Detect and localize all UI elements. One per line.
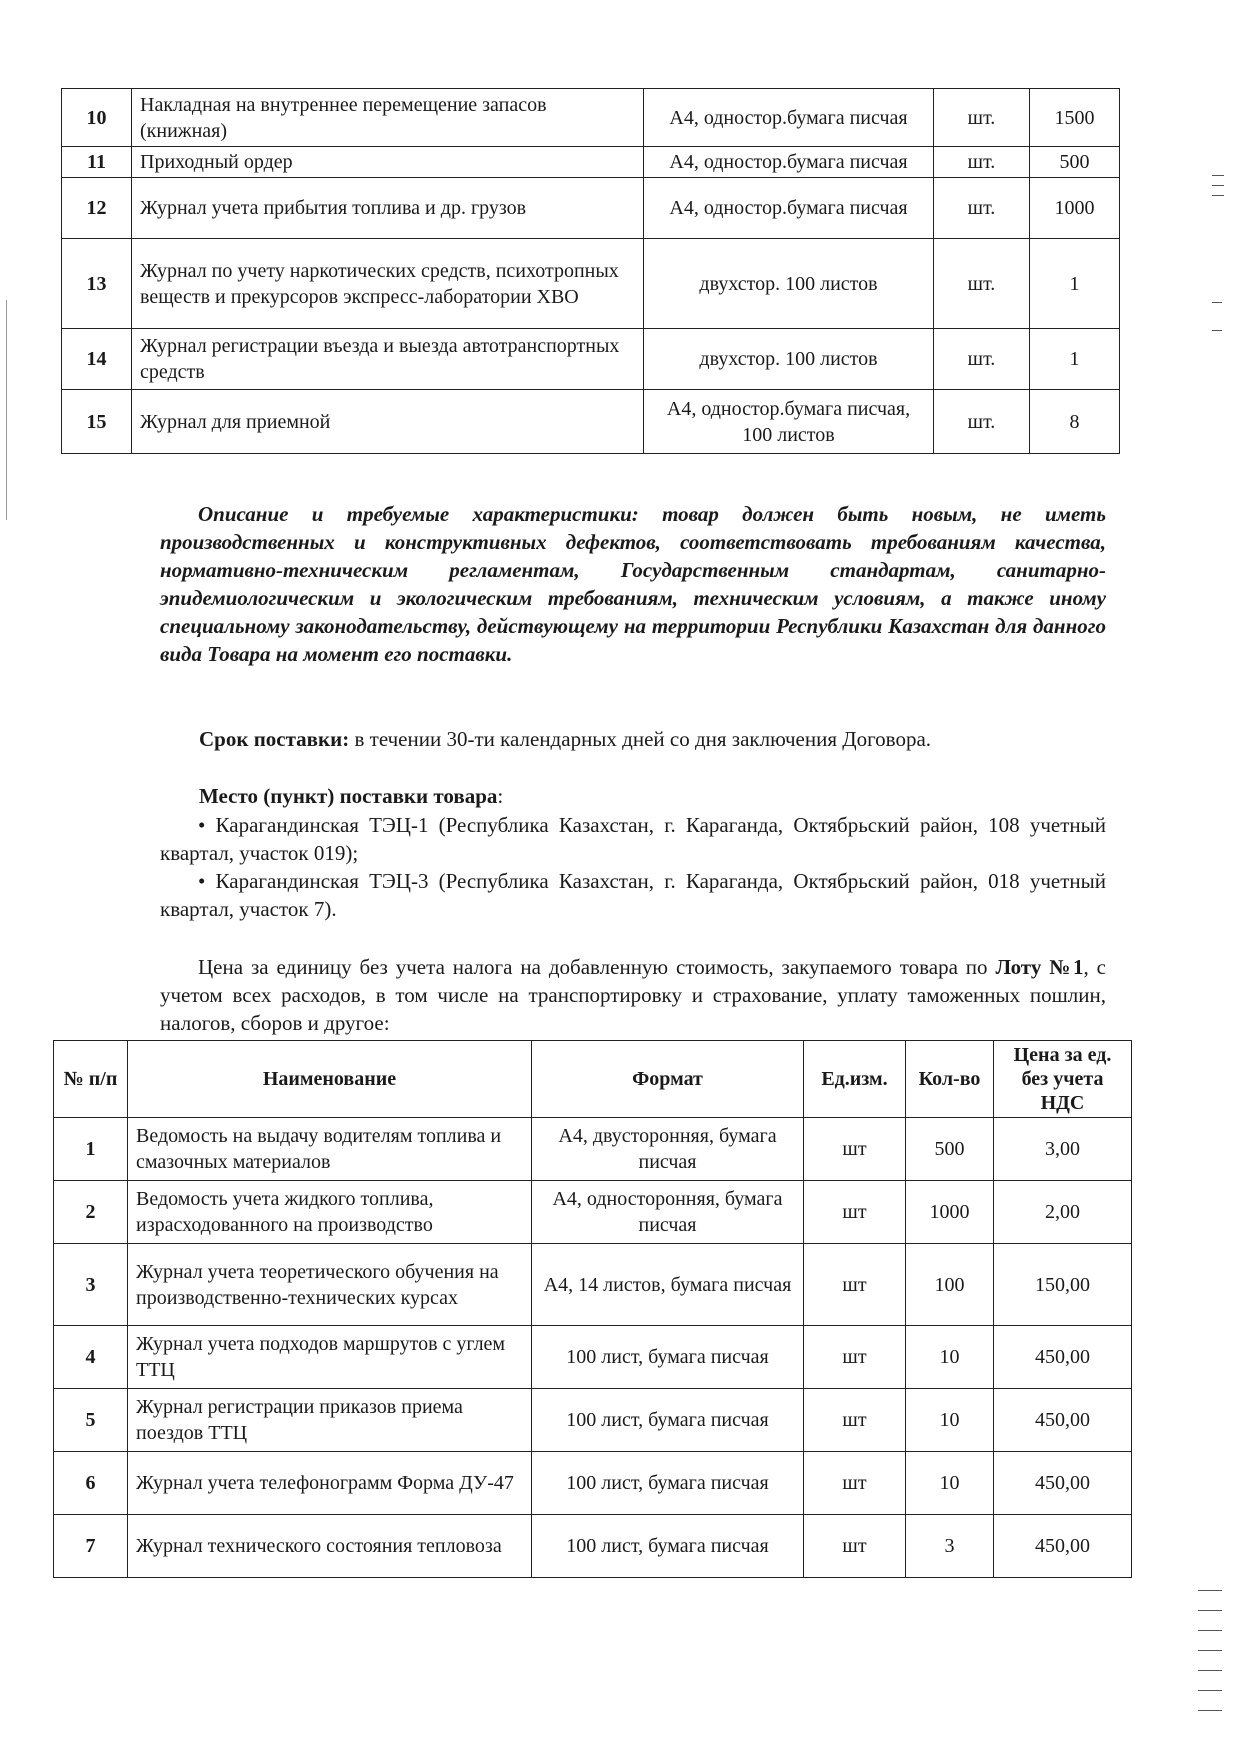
- item-format: А4, односторонняя, бумага писчая: [532, 1181, 804, 1244]
- item-quantity: 10: [906, 1452, 994, 1515]
- item-price: 450,00: [994, 1389, 1132, 1452]
- item-format: 100 лист, бумага писчая: [532, 1515, 804, 1578]
- row-number: 10: [62, 89, 132, 147]
- item-price: 2,00: [994, 1181, 1132, 1244]
- item-name: Ведомость на выдачу водителям топлива и смазочных материалов: [128, 1118, 532, 1181]
- item-quantity: 1: [1030, 329, 1120, 390]
- delivery-place-item: • Карагандинская ТЭЦ-1 (Республика Казахстан, г. Караганда, Октябрьский район, 108 учетный квартал, участок 019);: [160, 813, 1106, 865]
- row-number: 11: [62, 147, 132, 178]
- scan-edge-mark: [1198, 1670, 1222, 1671]
- header-number: № п/п: [54, 1041, 128, 1118]
- item-format: 100 лист, бумага писчая: [532, 1452, 804, 1515]
- delivery-place-heading: [199, 782, 1119, 810]
- row-number: 4: [54, 1326, 128, 1389]
- item-quantity: 1000: [1030, 178, 1120, 239]
- lot-label: Лоту №1: [995, 955, 1084, 979]
- item-format: А4, одностор.бумага писчая: [644, 89, 934, 147]
- item-quantity: 1500: [1030, 89, 1120, 147]
- item-format: А4, двусторонняя, бумага писчая: [532, 1118, 804, 1181]
- item-quantity: 1: [1030, 239, 1120, 329]
- item-quantity: 500: [906, 1118, 994, 1181]
- item-unit: шт: [804, 1452, 906, 1515]
- item-name: Накладная на внутреннее перемещение запасов (книжная): [132, 89, 644, 147]
- scan-edge-mark: [1212, 175, 1224, 176]
- item-unit: шт.: [934, 239, 1030, 329]
- item-unit: шт.: [934, 329, 1030, 390]
- item-name: Журнал регистрации приказов приема поездов ТТЦ: [128, 1389, 532, 1452]
- table-row: [62, 89, 1120, 147]
- header-price: Цена за ед. без учета НДС: [994, 1041, 1132, 1118]
- item-name: Журнал учета теоретического обучения на производственно-технических курсах: [128, 1244, 532, 1326]
- delivery-place-label: Место (пункт) поставки товара: [199, 784, 498, 808]
- table-row: [54, 1244, 1132, 1326]
- scan-edge-mark: [1212, 195, 1224, 196]
- scan-edge-mark: [6, 300, 7, 520]
- item-unit: шт.: [934, 147, 1030, 178]
- price-intro-rest: , с учетом всех расходов, в том числе на транспортировку и страхование, уплату таможенных пошлин, налогов, сборов и другое:: [160, 955, 1106, 1035]
- row-number: 12: [62, 178, 132, 239]
- item-name: Ведомость учета жидкого топлива, израсходованного на производство: [128, 1181, 532, 1244]
- item-price: 3,00: [994, 1118, 1132, 1181]
- item-price: 450,00: [994, 1515, 1132, 1578]
- table-row: [54, 1181, 1132, 1244]
- item-format: А4, 14 листов, бумага писчая: [532, 1244, 804, 1326]
- item-unit: шт: [804, 1389, 906, 1452]
- scan-edge-mark: [1212, 185, 1224, 186]
- item-quantity: 500: [1030, 147, 1120, 178]
- item-price: 450,00: [994, 1326, 1132, 1389]
- row-number: 7: [54, 1515, 128, 1578]
- delivery-term-text: в течении 30-ти календарных дней со дня заключения Договора.: [349, 727, 932, 751]
- item-unit: шт.: [934, 89, 1030, 147]
- item-name: Журнал учета телефонограмм Форма ДУ-47: [128, 1452, 532, 1515]
- item-quantity: 8: [1030, 390, 1120, 454]
- delivery-term-label: Срок поставки:: [199, 727, 350, 751]
- table-row: [54, 1452, 1132, 1515]
- table-row: [62, 390, 1120, 454]
- table-row: [54, 1326, 1132, 1389]
- delivery-place-item: • Карагандинская ТЭЦ-3 (Республика Казахстан, г. Караганда, Октябрьский район, 018 учетный квартал, участок 7).: [160, 869, 1106, 921]
- row-number: 14: [62, 329, 132, 390]
- row-number: 2: [54, 1181, 128, 1244]
- row-number: 13: [62, 239, 132, 329]
- scan-edge-mark: [1198, 1610, 1222, 1611]
- item-quantity: 10: [906, 1326, 994, 1389]
- delivery-term: [199, 725, 1119, 753]
- row-number: 3: [54, 1244, 128, 1326]
- table-row: [54, 1515, 1132, 1578]
- item-format: А4, одностор.бумага писчая, 100 листов: [644, 390, 934, 454]
- item-format: 100 лист, бумага писчая: [532, 1389, 804, 1452]
- row-number: 6: [54, 1452, 128, 1515]
- table-row: [62, 239, 1120, 329]
- item-format: А4, одностор.бумага писчая: [644, 147, 934, 178]
- item-format: двухстор. 100 листов: [644, 329, 934, 390]
- scan-edge-mark: [1198, 1630, 1222, 1631]
- header-quantity: Кол-во: [906, 1041, 994, 1118]
- item-unit: шт: [804, 1181, 906, 1244]
- items-table-continued: [61, 88, 1120, 454]
- item-unit: шт: [804, 1244, 906, 1326]
- row-number: 1: [54, 1118, 128, 1181]
- scan-edge-mark: [1198, 1590, 1222, 1591]
- table-row: [62, 178, 1120, 239]
- item-format: 100 лист, бумага писчая: [532, 1326, 804, 1389]
- item-quantity: 3: [906, 1515, 994, 1578]
- item-format: А4, одностор.бумага писчая: [644, 178, 934, 239]
- item-name: Журнал по учету наркотических средств, психотропных веществ и прекурсоров экспресс-лаборатории ХВО: [132, 239, 644, 329]
- item-price: 450,00: [994, 1452, 1132, 1515]
- item-unit: шт: [804, 1326, 906, 1389]
- scan-edge-mark: [1212, 330, 1222, 331]
- scan-edge-mark: [1198, 1690, 1222, 1691]
- item-name: Журнал технического состояния тепловоза: [128, 1515, 532, 1578]
- item-name: Приходный ордер: [132, 147, 644, 178]
- item-quantity: 100: [906, 1244, 994, 1326]
- row-number: 15: [62, 390, 132, 454]
- table-row: [54, 1389, 1132, 1452]
- header-name: Наименование: [128, 1041, 532, 1118]
- row-number: 5: [54, 1389, 128, 1452]
- scan-edge-mark: [1198, 1650, 1222, 1651]
- table-header-row: [54, 1041, 1132, 1118]
- scan-edge-mark: [1198, 1710, 1222, 1711]
- header-unit: Ед.изм.: [804, 1041, 906, 1118]
- header-format: Формат: [532, 1041, 804, 1118]
- price-table: [53, 1040, 1132, 1578]
- price-intro-paragraph: [160, 953, 1106, 1037]
- item-format: двухстор. 100 листов: [644, 239, 934, 329]
- item-quantity: 1000: [906, 1181, 994, 1244]
- item-unit: шт.: [934, 178, 1030, 239]
- price-intro-text: Цена за единицу без учета налога на добавленную стоимость, закупаемого товара по: [198, 955, 996, 979]
- item-price: 150,00: [994, 1244, 1132, 1326]
- item-name: Журнал учета прибытия топлива и др. грузов: [132, 178, 644, 239]
- description-paragraph: Описание и требуемые характеристики: товар должен быть новым, не иметь производственных и конструктивных дефектов, соответствовать требованиям качества, нормативно-техническим регламентам, Государственным стандартам, санитарно-эпидемиологическим и экологическим требованиям, техническим условиям, а также иному специальному законодательству, действующему на территории Республики Казахстан для данного вида Товара на момент его поставки.: [160, 502, 1106, 666]
- item-name: Журнал для приемной: [132, 390, 644, 454]
- item-unit: шт: [804, 1118, 906, 1181]
- item-name: Журнал регистрации въезда и выезда автотранспортных средств: [132, 329, 644, 390]
- item-unit: шт.: [934, 390, 1030, 454]
- table-row: [54, 1118, 1132, 1181]
- item-unit: шт: [804, 1515, 906, 1578]
- delivery-place-colon: :: [497, 784, 504, 808]
- table-row: [62, 329, 1120, 390]
- item-name: Журнал учета подходов маршрутов с углем ТТЦ: [128, 1326, 532, 1389]
- item-quantity: 10: [906, 1389, 994, 1452]
- scan-edge-mark: [1212, 302, 1222, 303]
- table-row: [62, 147, 1120, 178]
